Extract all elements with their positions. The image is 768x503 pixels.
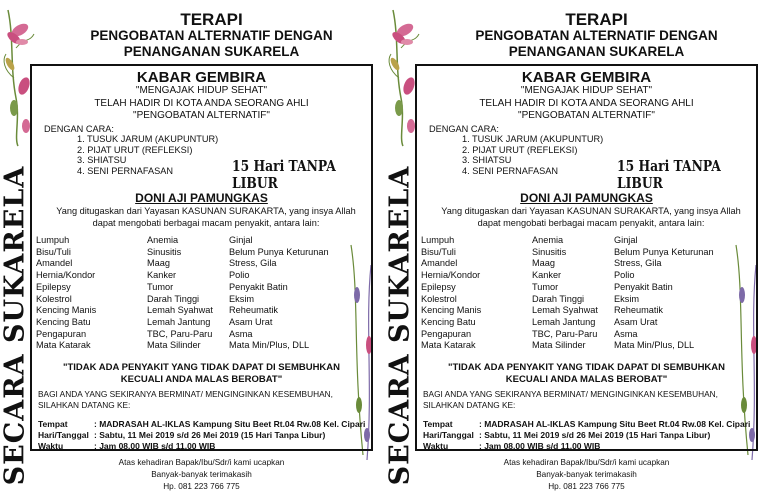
- disease-item: Tumor: [147, 281, 174, 292]
- tempat-value: : MADRASAH AL-IKLAS Kampung Situ Beet Rt.04 Rw.08 Kel. Cipari: [479, 419, 751, 429]
- methods-list: [77, 134, 218, 176]
- subtitle-line-2: PENANGANAN SUKARELA: [123, 44, 300, 59]
- intro-text: Yang ditugaskan dari Yayasan KASUNAN SURAKARTA, yang insya Allah dapat mengobati berbagai macam penyakit, antara lain:: [56, 206, 356, 228]
- disease-item: Bisu/Tuli: [421, 246, 456, 257]
- invitation-text: [423, 389, 718, 411]
- disease-item: Mata Katarak: [36, 340, 91, 351]
- flyer-right: [385, 0, 768, 503]
- footer-thanks: Atas kehadiran Bapak/Ibu/Sdr/i kami ucapkan: [118, 458, 285, 467]
- flyer-left: [0, 0, 383, 503]
- info-hari: [423, 430, 750, 441]
- disease-item: Darah Tinggi: [147, 293, 200, 304]
- methods-list: [462, 134, 603, 176]
- disease-column-3: [229, 235, 329, 352]
- disease-item: Tumor: [532, 281, 559, 292]
- disease-item: Lumpuh: [421, 235, 455, 245]
- disease-item: Lemah Syahwat: [147, 305, 213, 316]
- disease-item: Stress, Gila: [614, 258, 662, 269]
- method-item: 1. TUSUK JARUM (AKUPUNTUR): [462, 134, 604, 144]
- disease-item: Asam Urat: [614, 316, 658, 327]
- intro-text: Yang ditugaskan dari Yayasan KASUNAN SURAKARTA, yang insya Allah dapat mengobati berbagai macam penyakit, antara lain:: [441, 206, 741, 228]
- waktu-label: Waktu: [38, 441, 64, 451]
- disease-item: Epilepsy: [421, 281, 456, 292]
- libur-callout: 15 Hari TANPA LIBUR: [232, 158, 336, 192]
- disease-item: Hernia/Kondor: [421, 270, 481, 281]
- announcement: TELAH HADIR DI KOTA ANDA SEORANG AHLI: [94, 98, 309, 109]
- practitioner-name: DONI AJI PAMUNGKAS: [520, 191, 653, 205]
- info-hari: [38, 430, 365, 441]
- disease-item: Epilepsy: [36, 281, 71, 292]
- disease-column-3: [614, 235, 714, 352]
- disease-item: Anemia: [532, 235, 564, 245]
- disease-item: Ginjal: [614, 235, 638, 245]
- disease-column-1: [36, 235, 96, 352]
- disease-item: Darah Tinggi: [532, 293, 585, 304]
- quote-line-2: KECUALI ANDA MALAS BEROBAT": [505, 374, 668, 385]
- tempat-label: Tempat: [38, 419, 68, 429]
- disease-item: Mata Min/Plus, DLL: [229, 340, 310, 351]
- flyer-subtitle: [50, 28, 373, 60]
- disease-item: Mata Silinder: [147, 340, 201, 351]
- invitation-line-1: BAGI ANDA YANG SEKIRANYA BERMINAT/ MENGINGINKAN KESEMBUHAN,: [38, 389, 333, 399]
- pengobatan-label: "PENGOBATAN ALTERNATIF": [518, 110, 655, 121]
- method-item: 1. TUSUK JARUM (AKUPUNTUR): [77, 134, 219, 144]
- disease-item: Ginjal: [229, 235, 253, 245]
- hari-label: Hari/Tanggal: [38, 430, 89, 440]
- disease-item: Belum Punya Keturunan: [614, 246, 714, 257]
- disease-item: Polio: [614, 270, 635, 281]
- side-banner: [384, 165, 416, 485]
- disease-item: Anemia: [147, 235, 179, 245]
- info-tempat: [423, 419, 750, 430]
- disease-item: Amandel: [36, 258, 73, 269]
- disease-column-1: [421, 235, 481, 352]
- disease-item: Asam Urat: [229, 316, 273, 327]
- disease-item: Mata Katarak: [421, 340, 476, 351]
- slogan: "MENGAJAK HIDUP SEHAT": [135, 85, 268, 96]
- disease-item: Penyakit Batin: [229, 281, 288, 292]
- tempat-value: : MADRASAH AL-IKLAS Kampung Situ Beet Rt.04 Rw.08 Kel. Cipari: [94, 419, 366, 429]
- content-box: [30, 64, 373, 451]
- side-banner: [0, 165, 31, 485]
- disease-item: Kencing Manis: [36, 305, 97, 316]
- method-item: 3. SHIATSU: [462, 155, 512, 165]
- flyer-title: TERAPI: [180, 10, 243, 29]
- waktu-label: Waktu: [423, 441, 449, 451]
- disease-item: Mata Silinder: [532, 340, 586, 351]
- flyer-title: TERAPI: [565, 10, 628, 29]
- hari-value: : Sabtu, 11 Mei 2019 s/d 26 Mei 2019 (15 Hari Tanpa Libur): [94, 430, 326, 440]
- subtitle-line-2: PENANGANAN SUKARELA: [508, 44, 685, 59]
- info-tempat: [38, 419, 365, 430]
- libur-callout: 15 Hari TANPA LIBUR: [617, 158, 721, 192]
- side-banner-text: SECARA SUKARELA: [384, 165, 416, 485]
- disease-item: Maag: [532, 258, 555, 269]
- quote: [32, 362, 371, 386]
- event-info: [38, 419, 365, 452]
- disease-item: Asma: [229, 328, 253, 339]
- method-item: 3. SHIATSU: [77, 155, 127, 165]
- disease-item: Eksim: [614, 293, 640, 304]
- disease-item: Polio: [229, 270, 250, 281]
- footer-terimakasih: Banyak-banyak terimakasih: [536, 470, 637, 479]
- practitioner-name: DONI AJI PAMUNGKAS: [135, 191, 268, 205]
- disease-item: TBC, Paru-Paru: [147, 328, 213, 339]
- event-info: [423, 419, 750, 452]
- disease-item: Kolestrol: [36, 293, 72, 304]
- disease-item: Eksim: [229, 293, 255, 304]
- disease-item: Penyakit Batin: [614, 281, 673, 292]
- invitation-line-2: SILAHKAN DATANG KE:: [38, 400, 131, 410]
- disease-item: Kanker: [147, 270, 177, 281]
- invitation-line-2: SILAHKAN DATANG KE:: [423, 400, 516, 410]
- disease-item: Asma: [614, 328, 638, 339]
- footer-phone: Hp. 081 223 766 775: [548, 482, 625, 491]
- content-box: [415, 64, 758, 451]
- disease-item: Lemah Jantung: [532, 316, 596, 327]
- disease-item: Hernia/Kondor: [36, 270, 96, 281]
- info-waktu: [423, 441, 750, 452]
- announcement: TELAH HADIR DI KOTA ANDA SEORANG AHLI: [479, 98, 694, 109]
- subtitle-line-1: PENGOBATAN ALTERNATIF DENGAN: [475, 28, 718, 43]
- disease-item: Sinusitis: [147, 246, 182, 257]
- quote-line-1: "TIDAK ADA PENYAKIT YANG TIDAK DAPAT DI SEMBUHKAN: [62, 362, 341, 373]
- disease-item: Stress, Gila: [229, 258, 277, 269]
- tempat-label: Tempat: [423, 419, 453, 429]
- disease-item: Mata Min/Plus, DLL: [614, 340, 695, 351]
- invitation-text: [38, 389, 333, 411]
- disease-item: TBC, Paru-Paru: [532, 328, 598, 339]
- quote-line-1: "TIDAK ADA PENYAKIT YANG TIDAK DAPAT DI SEMBUHKAN: [447, 362, 726, 373]
- disease-item: Belum Punya Keturunan: [229, 246, 329, 257]
- disease-item: Kencing Batu: [421, 316, 476, 327]
- hari-value: : Sabtu, 11 Mei 2019 s/d 26 Mei 2019 (15 Hari Tanpa Libur): [479, 430, 711, 440]
- quote: [417, 362, 756, 386]
- disease-item: Lemah Jantung: [147, 316, 211, 327]
- disease-item: Reheumatik: [229, 305, 279, 316]
- waktu-value: : Jam 08.00 WIB s/d 11.00 WIB: [94, 441, 216, 451]
- flyer-subtitle: [435, 28, 758, 60]
- disease-column-2: [532, 235, 598, 352]
- kabar-gembira: KABAR GEMBIRA: [136, 69, 267, 86]
- disease-item: Pengapuran: [421, 328, 472, 339]
- method-item: 2. PIJAT URUT (REFLEKSI): [462, 144, 578, 155]
- disease-item: Kolestrol: [421, 293, 457, 304]
- disease-item: Lumpuh: [36, 235, 70, 245]
- waktu-value: : Jam 08.00 WIB s/d 11.00 WIB: [479, 441, 601, 451]
- footer-phone: Hp. 081 223 766 775: [163, 482, 240, 491]
- disease-item: Sinusitis: [532, 246, 567, 257]
- methods-heading: DENGAN CARA:: [44, 124, 114, 134]
- disease-column-2: [147, 235, 213, 352]
- pengobatan-label: "PENGOBATAN ALTERNATIF": [133, 110, 270, 121]
- disease-item: Reheumatik: [614, 305, 664, 316]
- disease-item: Amandel: [421, 258, 458, 269]
- invitation-line-1: BAGI ANDA YANG SEKIRANYA BERMINAT/ MENGINGINKAN KESEMBUHAN,: [423, 389, 718, 399]
- subtitle-line-1: PENGOBATAN ALTERNATIF DENGAN: [90, 28, 333, 43]
- disease-item: Kencing Manis: [421, 305, 482, 316]
- disease-item: Bisu/Tuli: [36, 246, 71, 257]
- method-item: 4. SENI PERNAFASAN: [462, 165, 558, 176]
- method-item: 2. PIJAT URUT (REFLEKSI): [77, 144, 193, 155]
- info-waktu: [38, 441, 365, 452]
- side-banner-text: SECARA SUKARELA: [0, 165, 31, 485]
- footer-terimakasih: Banyak-banyak terimakasih: [151, 470, 252, 479]
- kabar-gembira: KABAR GEMBIRA: [521, 69, 652, 86]
- slogan: "MENGAJAK HIDUP SEHAT": [520, 85, 653, 96]
- hari-label: Hari/Tanggal: [423, 430, 474, 440]
- footer-thanks: Atas kehadiran Bapak/Ibu/Sdr/i kami ucapkan: [503, 458, 670, 467]
- disease-item: Lemah Syahwat: [532, 305, 598, 316]
- disease-item: Kencing Batu: [36, 316, 91, 327]
- method-item: 4. SENI PERNAFASAN: [77, 165, 173, 176]
- quote-line-2: KECUALI ANDA MALAS BEROBAT": [120, 374, 283, 385]
- methods-heading: DENGAN CARA:: [429, 124, 499, 134]
- disease-item: Kanker: [532, 270, 562, 281]
- disease-item: Maag: [147, 258, 170, 269]
- disease-item: Pengapuran: [36, 328, 87, 339]
